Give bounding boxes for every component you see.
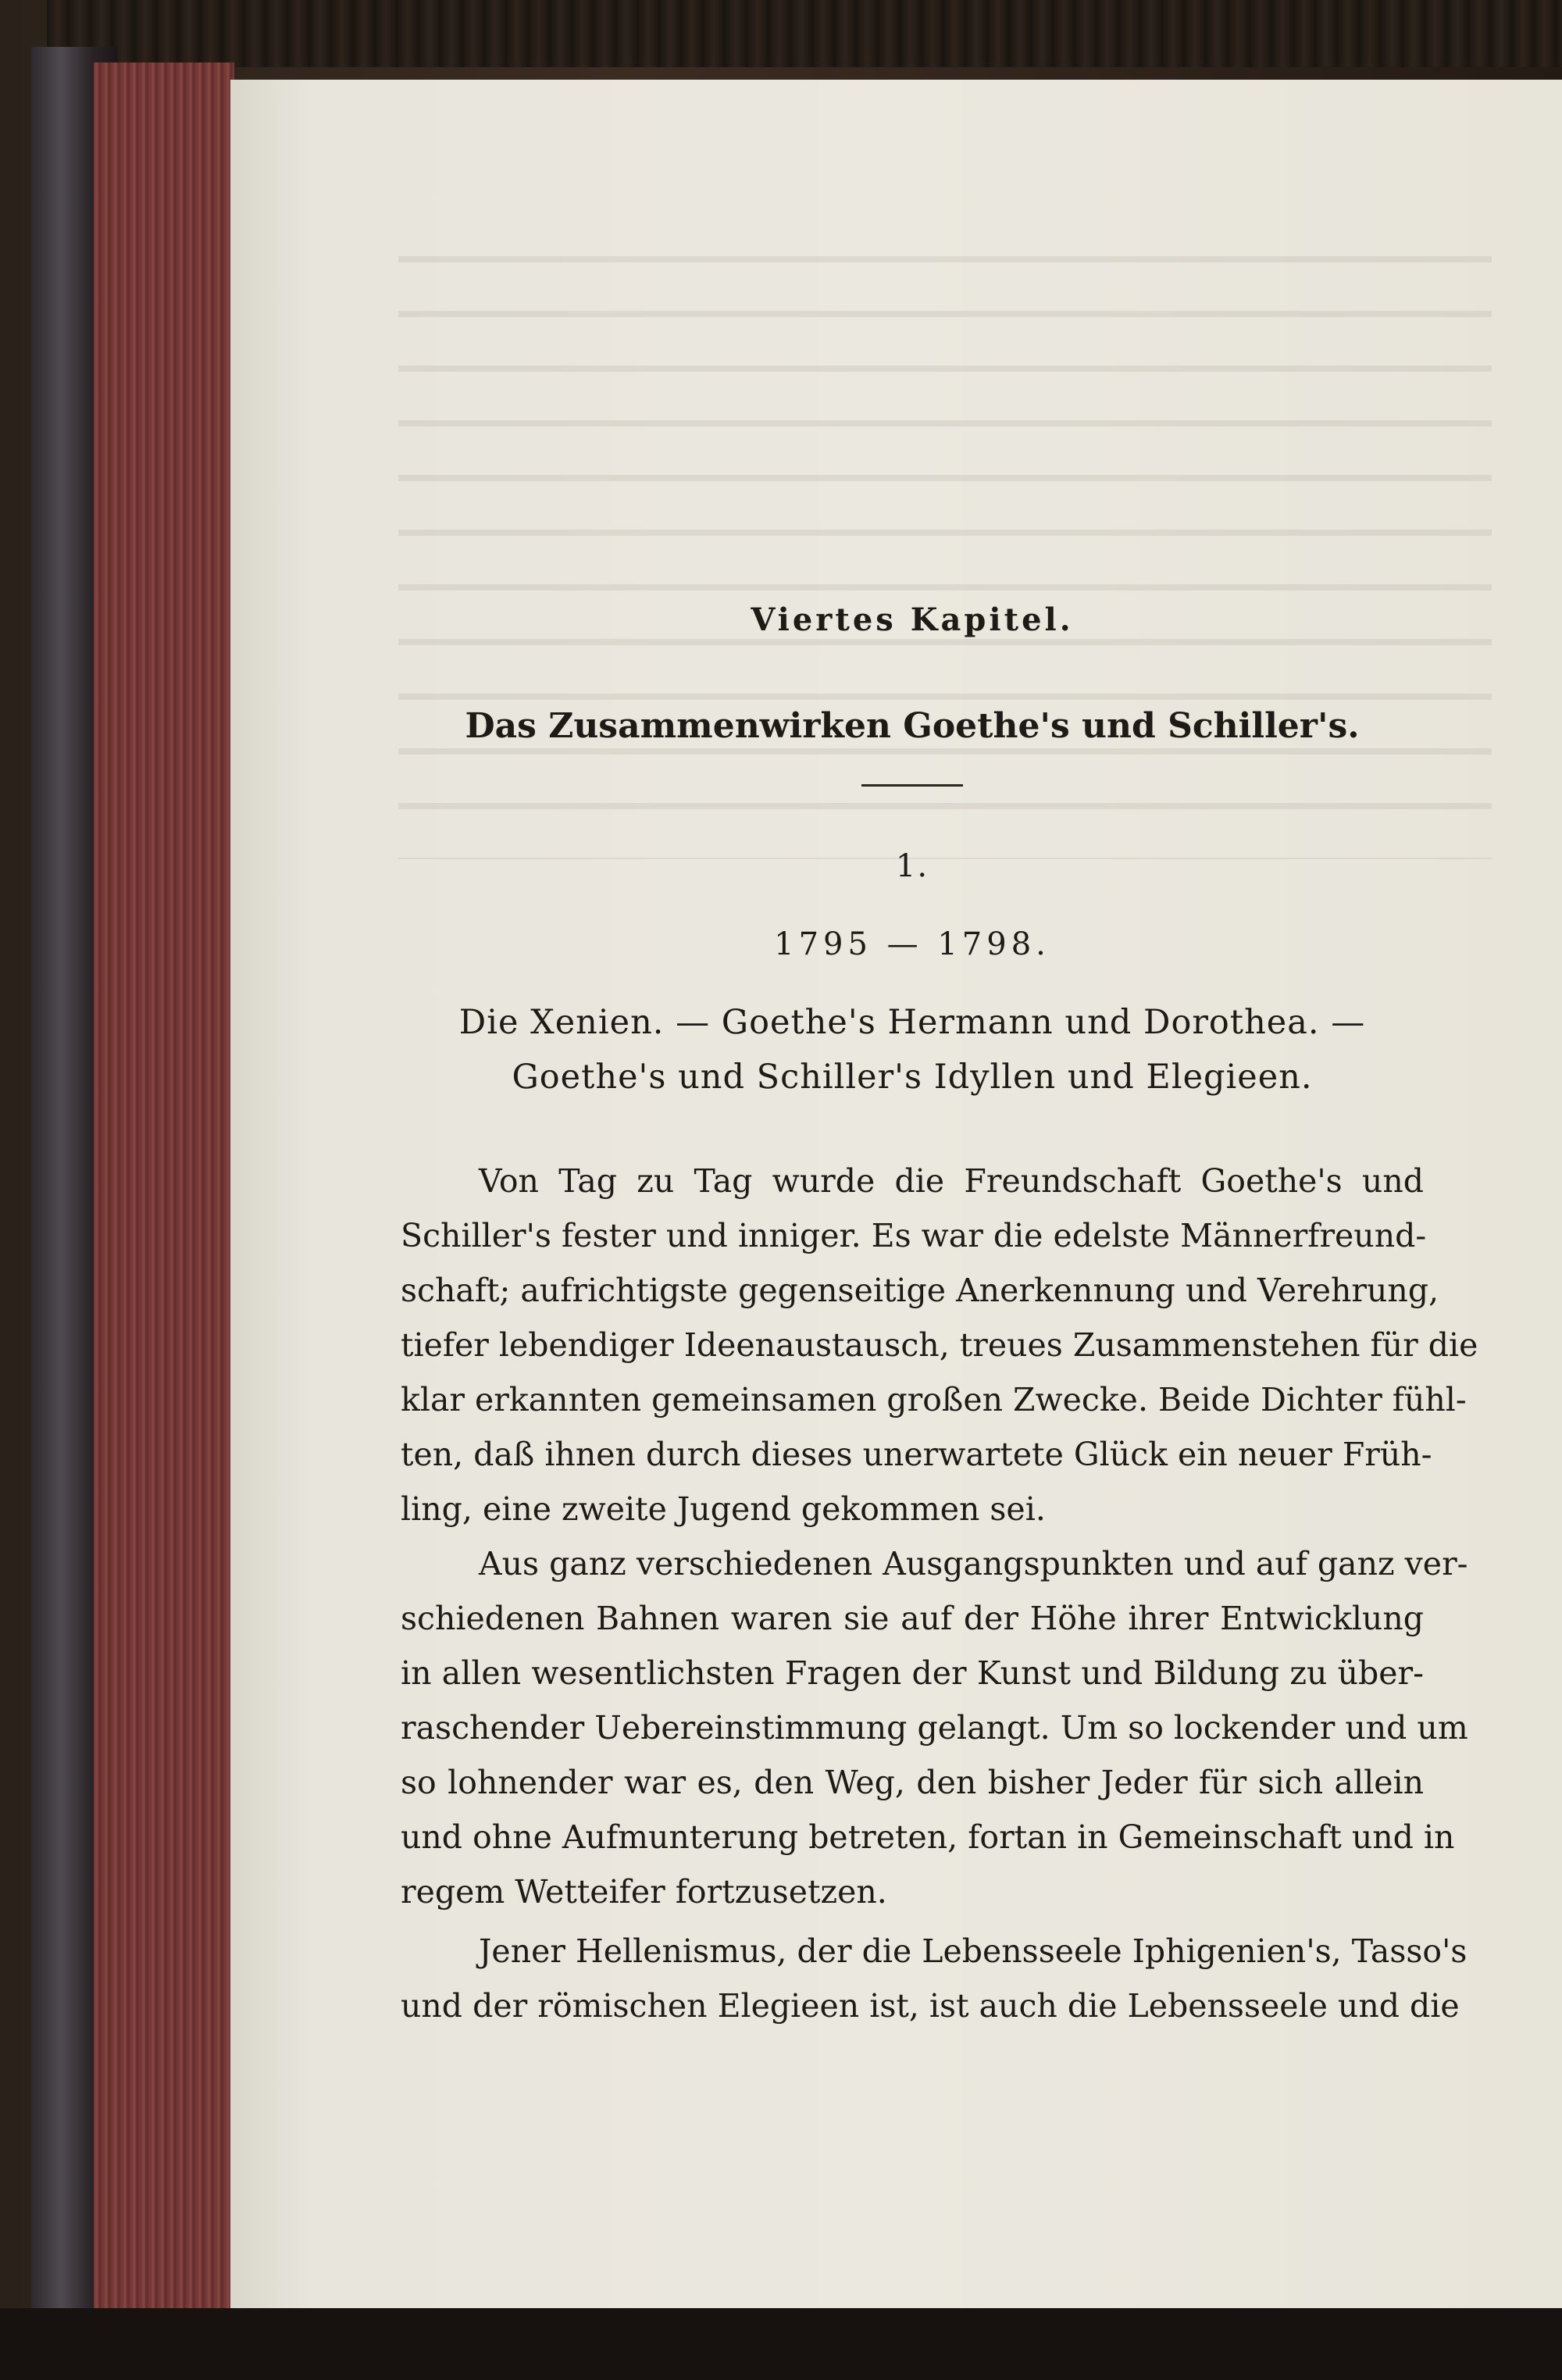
paragraph-1-line-5: klar erkannten gemeinsamen großen Zwecke. Beide Dichter fühl-: [401, 1381, 1467, 1418]
paragraph-2-line-5: so lohnender war es, den Weg, den bisher Jeder für sich allein: [401, 1764, 1424, 1801]
paragraph-1-line-1: Von Tag zu Tag wurde die Freundschaft Goethe's und: [479, 1162, 1424, 1200]
paragraph-2-line-2: schiedenen Bahnen waren sie auf der Höhe ihrer Entwicklung: [401, 1600, 1424, 1637]
paragraph-2-line-1: Aus ganz verschiedenen Ausgangspunkten und auf ganz ver-: [479, 1545, 1468, 1583]
paragraph-2-line-7: regem Wetteifer fortzusetzen.: [401, 1873, 887, 1911]
page-edges: [94, 62, 234, 2312]
chapter-label: Viertes Kapitel.: [751, 601, 1074, 638]
paragraph-1-line-2: Schiller's fester und inniger. Es war die edelste Männerfreund-: [401, 1217, 1427, 1254]
section-years: 1795 — 1798.: [774, 926, 1050, 962]
paragraph-2-line-4: raschender Uebereinstimmung gelangt. Um so lockender und um: [401, 1709, 1468, 1747]
paragraph-1-line-3: schaft; aufrichtigste gegenseitige Anerkennung und Verehrung,: [401, 1272, 1439, 1309]
section-subtitle-line-1: Die Xenien. — Goethe's Hermann und Dorothea. —: [458, 1003, 1366, 1042]
paragraph-1-line-7: ling, eine zweite Jugend gekommen sei.: [401, 1490, 1046, 1528]
book-cover-top: [47, 0, 1562, 67]
chapter-title: Das Zusammenwirken Goethe's und Schiller's.: [465, 706, 1360, 746]
paragraph-3-line-2: und der römischen Elegieen ist, ist auch die Lebensseele und die: [401, 1987, 1460, 2025]
bleed-through-text: [398, 219, 1492, 859]
paragraph-3-line-1: Jener Hellenismus, der die Lebensseele Iphigenien's, Tasso's: [479, 1932, 1467, 1970]
book-cover-bottom: [0, 2308, 1562, 2380]
paragraph-2-line-3: in allen wesentlichsten Fragen der Kunst und Bildung zu über-: [401, 1654, 1424, 1692]
section-subtitle-line-2: Goethe's und Schiller's Idyllen und Elegieen.: [512, 1058, 1313, 1097]
paragraph-1-line-4: tiefer lebendiger Ideenaustausch, treues Zusammenstehen für die: [401, 1326, 1478, 1364]
paragraph-1-line-6: ten, daß ihnen durch dieses unerwartete Glück ein neuer Früh-: [401, 1436, 1432, 1473]
paragraph-2-line-6: und ohne Aufmunterung betreten, fortan in Gemeinschaft und in: [401, 1818, 1455, 1856]
section-number: 1.: [895, 848, 929, 884]
title-rule: [861, 784, 963, 787]
